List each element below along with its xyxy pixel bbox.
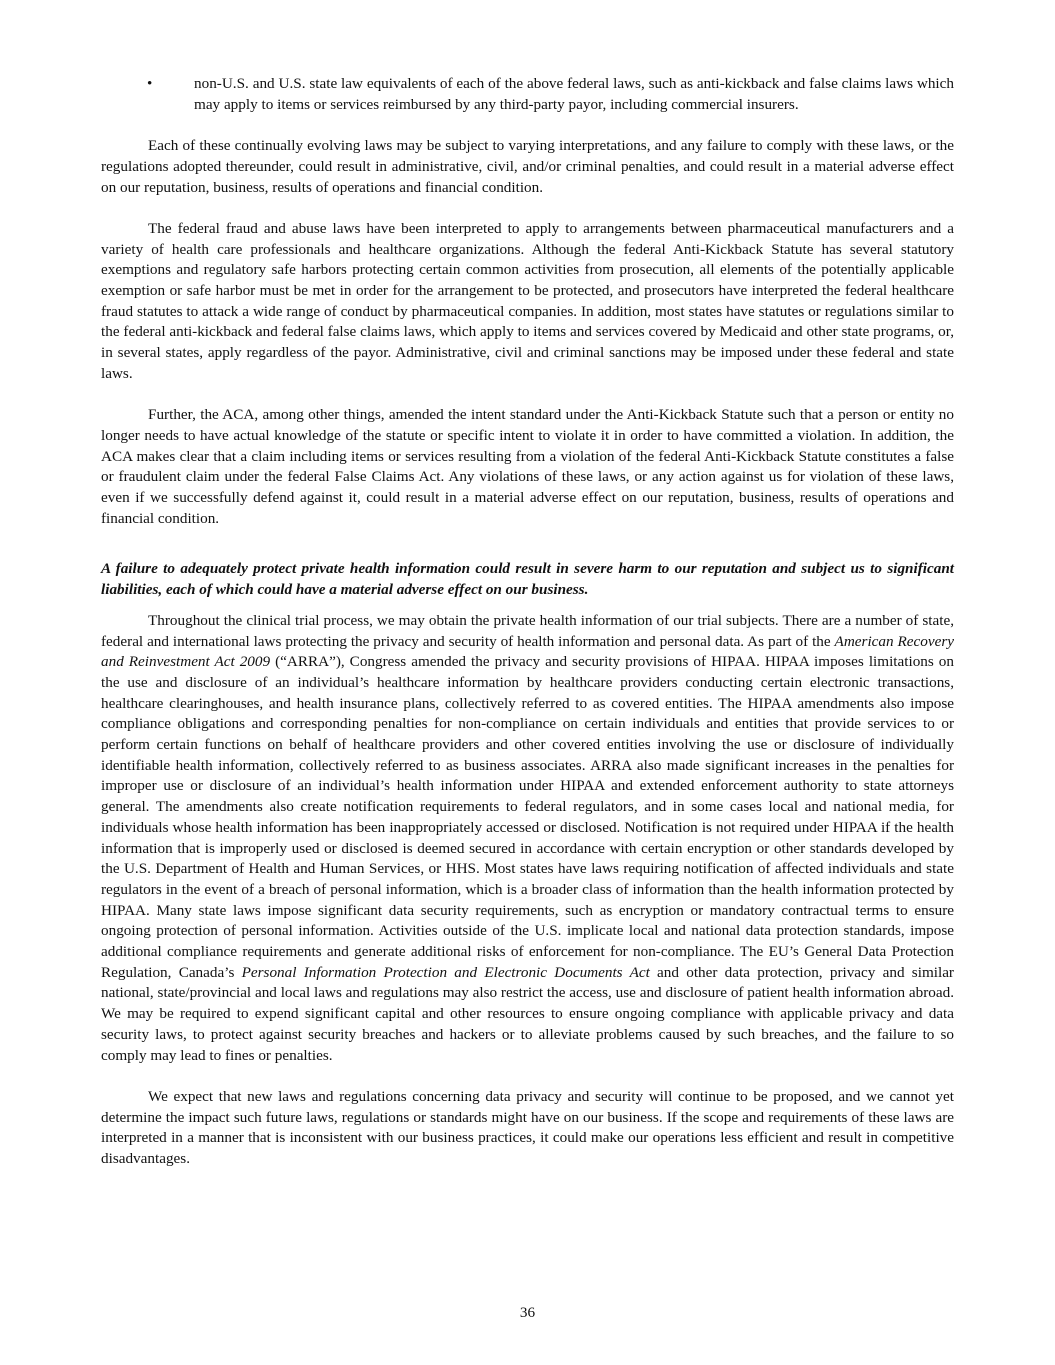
italic-title: American Recovery and Reinvestment Act 2009 <box>101 632 954 671</box>
paragraph: Further, the ACA, among other things, amended the intent standard under the Anti-Kickback Statute such that a person or entity no longer needs to have actual knowledge of the statute or specific intent to violate it in order to have committed a violation. In addition, the ACA makes clear that a claim including items or services resulting from a violation of the federal Anti-Kickback Statute constitutes a false or fraudulent claim under the federal False Claims Act. Any violations of these laws, or any action against us for violation of these laws, even if we successfully defend against it, could result in a material adverse effect on our reputation, business, results of operations and financial condition. <box>101 406 954 527</box>
bullet-text: non-U.S. and U.S. state law equivalents of each of the above federal laws, such as anti-kickback and false claims laws which may apply to items or services reimbursed by any third-party payor, including commercial insurers. <box>194 75 954 113</box>
italic-title: Personal Information Protection and Electronic Documents Act <box>241 963 650 981</box>
bullet-item <box>101 74 954 115</box>
text: Throughout the clinical trial process, we may obtain the private health information of our trial subjects. There are a number of state, federal and international laws protecting the privacy and security of health information and personal data. As part of the <box>101 611 954 650</box>
paragraph: We expect that new laws and regulations concerning data privacy and security will continue to be proposed, and we cannot yet determine the impact such future laws, regulations or standards might have on our business. If the scope and requirements of these laws are interpreted in a manner that is inconsistent with our business practices, it could make our operations less efficient and result in competitive disadvantages. <box>101 1087 954 1168</box>
text: and other data protection, privacy and similar national, state/provincial and local laws and regulations may also restrict the access, use and disclosure of patient health information abroad. We may be required to expend significant capital and other resources to ensure ongoing compliance with applicable privacy and data security laws, to protect against security breaches and hackers or to alleviate problems caused by such breaches, and the failure to so comply may lead to fines or penalties. <box>101 963 954 1064</box>
paragraph: Each of these continually evolving laws may be subject to varying interpretations, and any failure to comply with these laws, or the regulations adopted thereunder, could result in administrative, civil, and/or criminal penalties, and could result in a material adverse effect on our reputation, business, results of operations and financial condition. <box>101 137 954 196</box>
page-number: 36 <box>519 1304 536 1321</box>
paragraph: The federal fraud and abuse laws have been interpreted to apply to arrangements between pharmaceutical manufacturers and a variety of health care professionals and healthcare organizations. Although the federal Anti-Kickback Statute has several statutory exemptions and regulatory safe harbors protecting certain common activities from prosecution, all elements of the potentially applicable exemption or safe harbor must be met in order for the arrangement to be protected, and prosecutors have interpreted the federal healthcare fraud statutes to attack a wide range of conduct by pharmaceutical companies. In addition, most states have statutes or regulations similar to the federal anti-kickback and federal false claims laws, which apply to items and services covered by Medicaid and other state programs, or, in several states, apply regardless of the payor. Administrative, civil and criminal sanctions may be imposed under these federal and state laws. <box>101 219 954 382</box>
document-page <box>101 74 954 1170</box>
bullet-marker: • <box>147 75 153 92</box>
paragraph-privacy <box>101 611 954 1066</box>
text: (“ARRA”), Congress amended the privacy and security provisions of HIPAA. HIPAA imposes limitations on the use and disclosure of an individual’s healthcare information by healthcare providers conducting certain electronic transactions, healthcare clearinghouses, and health insurance plans, collectively referred to as covered entities. The HIPAA amendments also impose compliance obligations and corresponding penalties for non-compliance on certain individuals and entities that provide services to or perform certain functions on behalf of healthcare providers and other covered entities involving the use or disclosure of individually identifiable health information, collectively referred to as business associates. ARRA also made significant increases in the penalties for improper use or disclosure of an individual’s health information under HIPAA and extended enforcement authority to state attorneys general. The amendments also create notification requirements to federal regulators, and in some cases local and national media, for individuals whose health information has been inappropriately accessed or disclosed. Notification is not required under HIPAA if the health information that is improperly used or disclosed is deemed secured in accordance with certain encryption or other standards developed by the U.S. Department of Health and Human Services, or HHS. Most states have laws requiring notification of affected individuals and state regulators in the event of a breach of personal information, which is a broader class of information than the health information protected by HIPAA. Many state laws impose significant data security requirements, such as encryption or mandatory contractual terms to ensure ongoing protection of personal information. Activities outside of the U.S. implicate local and national data protection standards, impose additional compliance requirements and generate additional risks of enforcement for non-compliance. The EU’s General Data Protection Regulation, Canada’s <box>101 653 954 981</box>
section-heading: A failure to adequately protect private health information could result in severe harm to our reputation and subject us to significant liabilities, each of which could have a material adverse effect on our business. <box>101 560 954 599</box>
